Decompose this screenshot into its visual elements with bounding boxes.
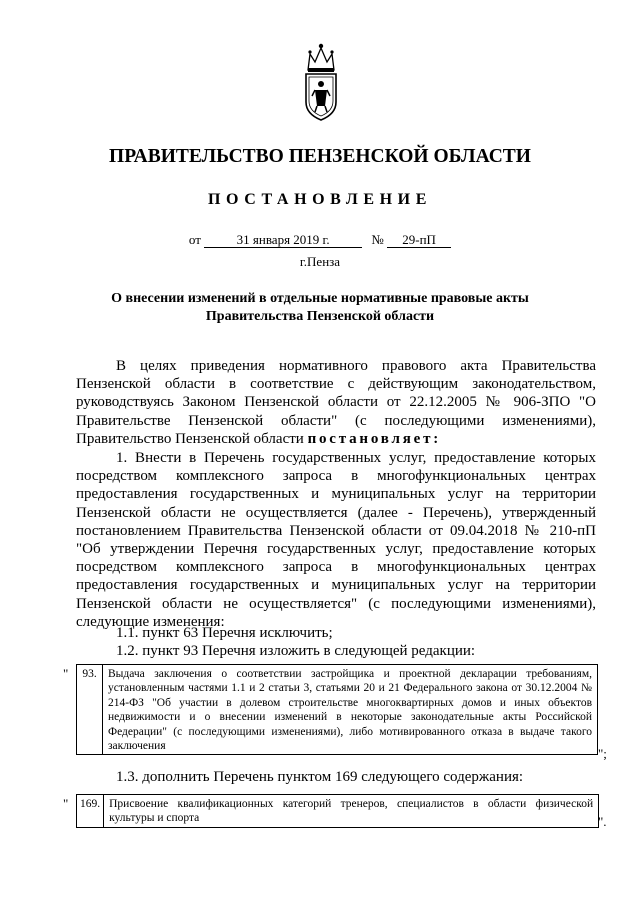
- subject-line-2: Правительства Пензенской области: [205, 309, 435, 324]
- item-1-3: 1.3. дополнить Перечень пунктом 169 следующего содержания:: [116, 769, 524, 785]
- date-prefix: от: [188, 232, 201, 247]
- item-text: Выдача заключения о соответствии застройщика и проектной декларации требованиям, установленным частями 1.1 и 2 статьи 3, статьями 20 и 21 Федерального закона от 30.12.2004 № 214-ФЗ "Об участии в долевом строительстве многоквартирных домов и иных объектов недвижимости и о внесении изменений в некоторые законодательные акты Российской Федерации" (с последующими изменениями), либо мотивированного отказа в выдаче такого заключения: [103, 665, 598, 755]
- preamble: [76, 357, 596, 448]
- table1-open-quote: ": [63, 666, 69, 681]
- document-date: 31 января 2019 г.: [204, 233, 362, 248]
- table2-open-quote: ": [63, 796, 69, 811]
- subject-line-1: О внесении изменений в отдельные нормативные правовые акты: [111, 291, 529, 306]
- preamble-text: В целях приведения нормативного правового акта Правительства Пензенской области в соответствие с действующим законодательством, руководствуясь Законом Пензенской области от 22.12.2005 № 906-ЗПО "О Правительстве Пензенской области" (с последующими изменениями), Правительство Пензенской области: [76, 358, 596, 447]
- document-type: ПОСТАНОВЛЕНИЕ: [208, 191, 432, 208]
- number-sign: №: [371, 232, 384, 247]
- table1-close-quote: ";: [598, 746, 607, 761]
- item-1-text: 1. Внести в Перечень государственных услуг, предоставление которых посредством комплексного запроса в многофункциональных центрах предоставления государственных и муниципальных услуг на территории Пензенской области не осуществляется (далее - Перечень), утвержденный постановлением Правительства Пензенской области от 09.04.2018 № 210-пП "Об утверждении Перечня государственных услуг, предоставление которых посредством комплексного запроса в многофункциональных центрах предоставления государственных и муниципальных услуг на территории Пензенской области не осуществляется" (с последующими изменениями), следующие изменения:: [76, 450, 596, 630]
- document-subject: [0, 290, 640, 326]
- table-row: [77, 795, 599, 828]
- item-1: [76, 449, 596, 631]
- item-number: 93.: [77, 665, 103, 755]
- decree-word: постановляет:: [307, 430, 442, 447]
- item-1-1: 1.1. пункт 63 Перечня исключить;: [116, 625, 333, 641]
- item-1-2: 1.2. пункт 93 Перечня изложить в следующей редакции:: [116, 643, 476, 659]
- table2-close-quote: ".: [598, 814, 607, 829]
- table-row: [77, 665, 598, 755]
- item-text: Присвоение квалификационных категорий тренеров, специалистов в области физической культуры и спорта: [104, 795, 599, 828]
- item-number: 169.: [77, 795, 104, 828]
- table-item-93: [76, 664, 598, 755]
- city: г.Пенза: [299, 254, 341, 269]
- document-number: 29-пП: [387, 233, 451, 248]
- table-item-169: [76, 794, 599, 828]
- coat-of-arms-icon: [300, 40, 342, 122]
- date-line: [0, 232, 640, 248]
- organization-title: ПРАВИТЕЛЬСТВО ПЕНЗЕНСКОЙ ОБЛАСТИ: [109, 146, 531, 167]
